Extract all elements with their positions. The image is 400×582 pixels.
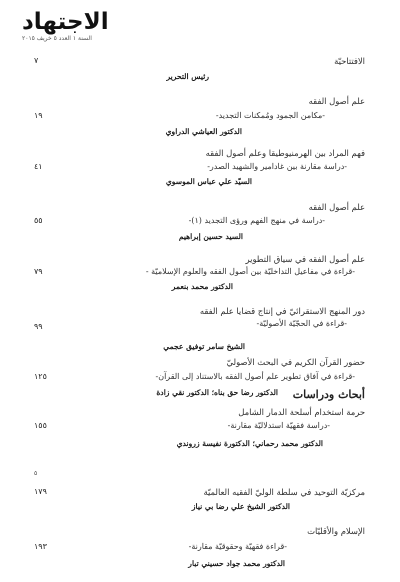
page-number: ٧٩ bbox=[34, 267, 43, 276]
entry-subtitle: -قراءة في الحجّيّة الأصوليّة- bbox=[256, 319, 347, 328]
entry-author: الدكتور رضا حق بناه؛ الدكتور نقي زادة bbox=[156, 388, 278, 397]
entry-author: الدكتور محمد جواد حسيني تبار bbox=[188, 559, 285, 568]
entry-title: الإسلام والأقليّات bbox=[307, 526, 365, 536]
entry-author: رئيس التحرير bbox=[166, 72, 209, 81]
page-number: ١٩٣ bbox=[34, 542, 47, 551]
issue-line: السنة ١ العدد ٥ خريف ٢٠١٥ bbox=[22, 35, 92, 42]
entry-title: حضور القرآن الكريم في البحث الأصوليّ bbox=[226, 357, 365, 367]
entry-subtitle: -دراسة مقارنة بين غادامير والشهيد الصدر- bbox=[207, 162, 347, 171]
entry-subtitle: -قراءة في مفاعيل التداخليّة بين أصول الفقه والعلوم الإسلاميّة - bbox=[145, 267, 355, 276]
page-number: ٩٩ bbox=[34, 322, 43, 331]
logo-wordmark: الاجتهاد bbox=[22, 9, 109, 35]
entry-title: علم أصول الفقه bbox=[308, 96, 365, 106]
entry-title: علم أصول الفقه في سياق التطوير bbox=[245, 254, 365, 264]
entry-title: فهم المراد بين الهرمنيوطيقا وعلم أصول الفقه bbox=[205, 148, 365, 158]
page-number: ٤١ bbox=[34, 162, 43, 171]
entry-subtitle: -قراءة فقهيّة وحقوقيّة مقارنة- bbox=[188, 542, 287, 551]
page-number: ١٩ bbox=[34, 111, 43, 120]
page-number: ١٢٥ bbox=[34, 372, 47, 381]
page-number: ٥٥ bbox=[34, 216, 43, 225]
page-number: ١٧٩ bbox=[34, 487, 47, 496]
entry-title: مركزيّة التوحيد في سلطة الوليّ الفقيه العالميّة bbox=[203, 487, 365, 497]
entry-subtitle: -دراسة في منهج الفهم ورؤى التجديد (١)- bbox=[188, 216, 325, 225]
entry-subtitle: -مكامن الجمود ومُمكنات التجديد- bbox=[215, 111, 325, 120]
page-number: ٧ bbox=[34, 56, 39, 65]
entry-title: دور المنهج الاستقرائيّ في إنتاج قضايا علم الفقه bbox=[199, 306, 365, 316]
journal-logo bbox=[22, 9, 109, 42]
entry-subtitle: -دراسة فقهيّة استدلاليّة مقارنة- bbox=[227, 421, 330, 430]
entry-title: علم أصول الفقه bbox=[308, 202, 365, 212]
entry-author: الشيخ سامر توفيق عجمي bbox=[163, 342, 245, 351]
entry-author: الدكتور محمد رحماني؛ الدكتورة نفيسة زروندي bbox=[176, 439, 323, 448]
entry-title: حرمة استخدام أسلحة الدمار الشامل bbox=[238, 407, 365, 417]
entry-subtitle: -قراءة في آفاق تطوير علم أصول الفقه بالاستناد إلى القرآن- bbox=[155, 372, 355, 381]
entry-author: الدكتور العياشي الدراوي bbox=[165, 127, 242, 136]
margin-mark: ٥ bbox=[34, 470, 38, 477]
entry-author: السيد حسين إبراهيم bbox=[178, 232, 243, 241]
page-number: ١٥٥ bbox=[34, 421, 47, 430]
entry-author: الدكتور محمد بنعمر bbox=[171, 282, 233, 291]
entry-author: الدكتور الشيخ علي رضا بي نياز bbox=[191, 502, 290, 511]
section-heading: أبحاث ودراسات bbox=[292, 388, 365, 401]
entry-title: الافتتاحيّة bbox=[334, 56, 365, 66]
entry-author: السيّد علي عباس الموسوي bbox=[165, 177, 252, 186]
